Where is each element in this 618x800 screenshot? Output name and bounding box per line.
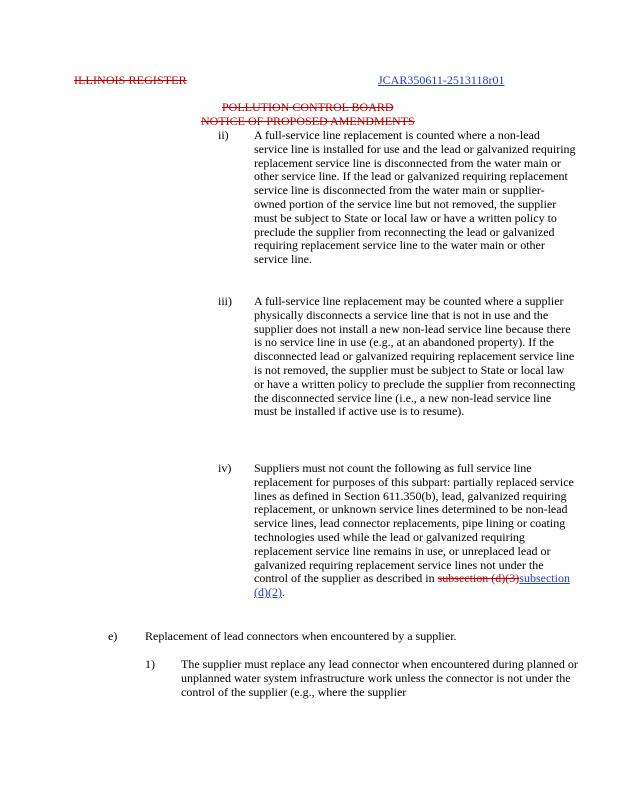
deleted-reference: subsection (d)(3) xyxy=(437,571,520,586)
item-iv-marker: iv) xyxy=(218,461,232,475)
item-e-text: Replacement of lead connectors when encountered by a supplier. xyxy=(145,629,457,643)
board-title: POLLUTION CONTROL BOARD xyxy=(222,100,394,114)
item-iv-body: Suppliers must not count the following as full service line replacement for purposes of this subpart: partially replaced service lines as defined in Section 611.350(b), lead, galvanized requiring replacement, or unknown service lines determined to be non-lead service lines, lead connector replacements, pipe lining or coating technologies used while the lead or galvanized requiring replacement service line remains in use, or unreplaced lead or galvanized requiring replacement service lines not under the control of the supplier as described in xyxy=(254,461,574,586)
item-iv-end: . xyxy=(281,585,285,600)
jcar-code: JCAR350611-2513118r01 xyxy=(378,73,505,87)
item-iii-text: A full-service line replacement may be counted where a supplier physically disconnects a service line that is not in use and the supplier does not install a new non-lead service line because there is no service line in use (e.g., at an abandoned property). If the disconnected lead or galvanized requiring replacement service line is not removed, the supplier must be subject to State or local law or have a written policy to preclude the supplier from reconnecting the disconnected service line (i.e., a new non-lead service line must be installed if active use is to resume). xyxy=(254,294,576,419)
item-iv-text xyxy=(254,462,576,600)
item-ii-text: A full-service line replacement is counted where a non-lead service line is installed for use and the lead or galvanized requiring replacement service line is disconnected from the water main or other service line. If the lead or galvanized requiring replacement service line is disconnected from the water main or supplier-owned portion of the service line but not removed, the supplier must be subject to State or local law or have a written policy to preclude the supplier from reconnecting the lead or galvanized requiring replacement service line to the water main or other service line. xyxy=(254,128,576,267)
register-title: ILLINOIS REGISTER xyxy=(74,73,187,87)
notice-title: NOTICE OF PROPOSED AMENDMENTS xyxy=(201,114,415,128)
inserted-reference: subsection (d)(2) xyxy=(254,571,570,600)
item-e1-text: The supplier must replace any lead connector when encountered during planned or unplanned water system infrastructure work unless the connector is not under the control of the supplier (e.g., where the supplier xyxy=(181,657,578,699)
item-e-marker: e) xyxy=(108,629,118,643)
item-ii-marker: ii) xyxy=(218,128,229,142)
item-iii-marker: iii) xyxy=(218,294,232,308)
item-e1-marker: 1) xyxy=(145,657,155,671)
